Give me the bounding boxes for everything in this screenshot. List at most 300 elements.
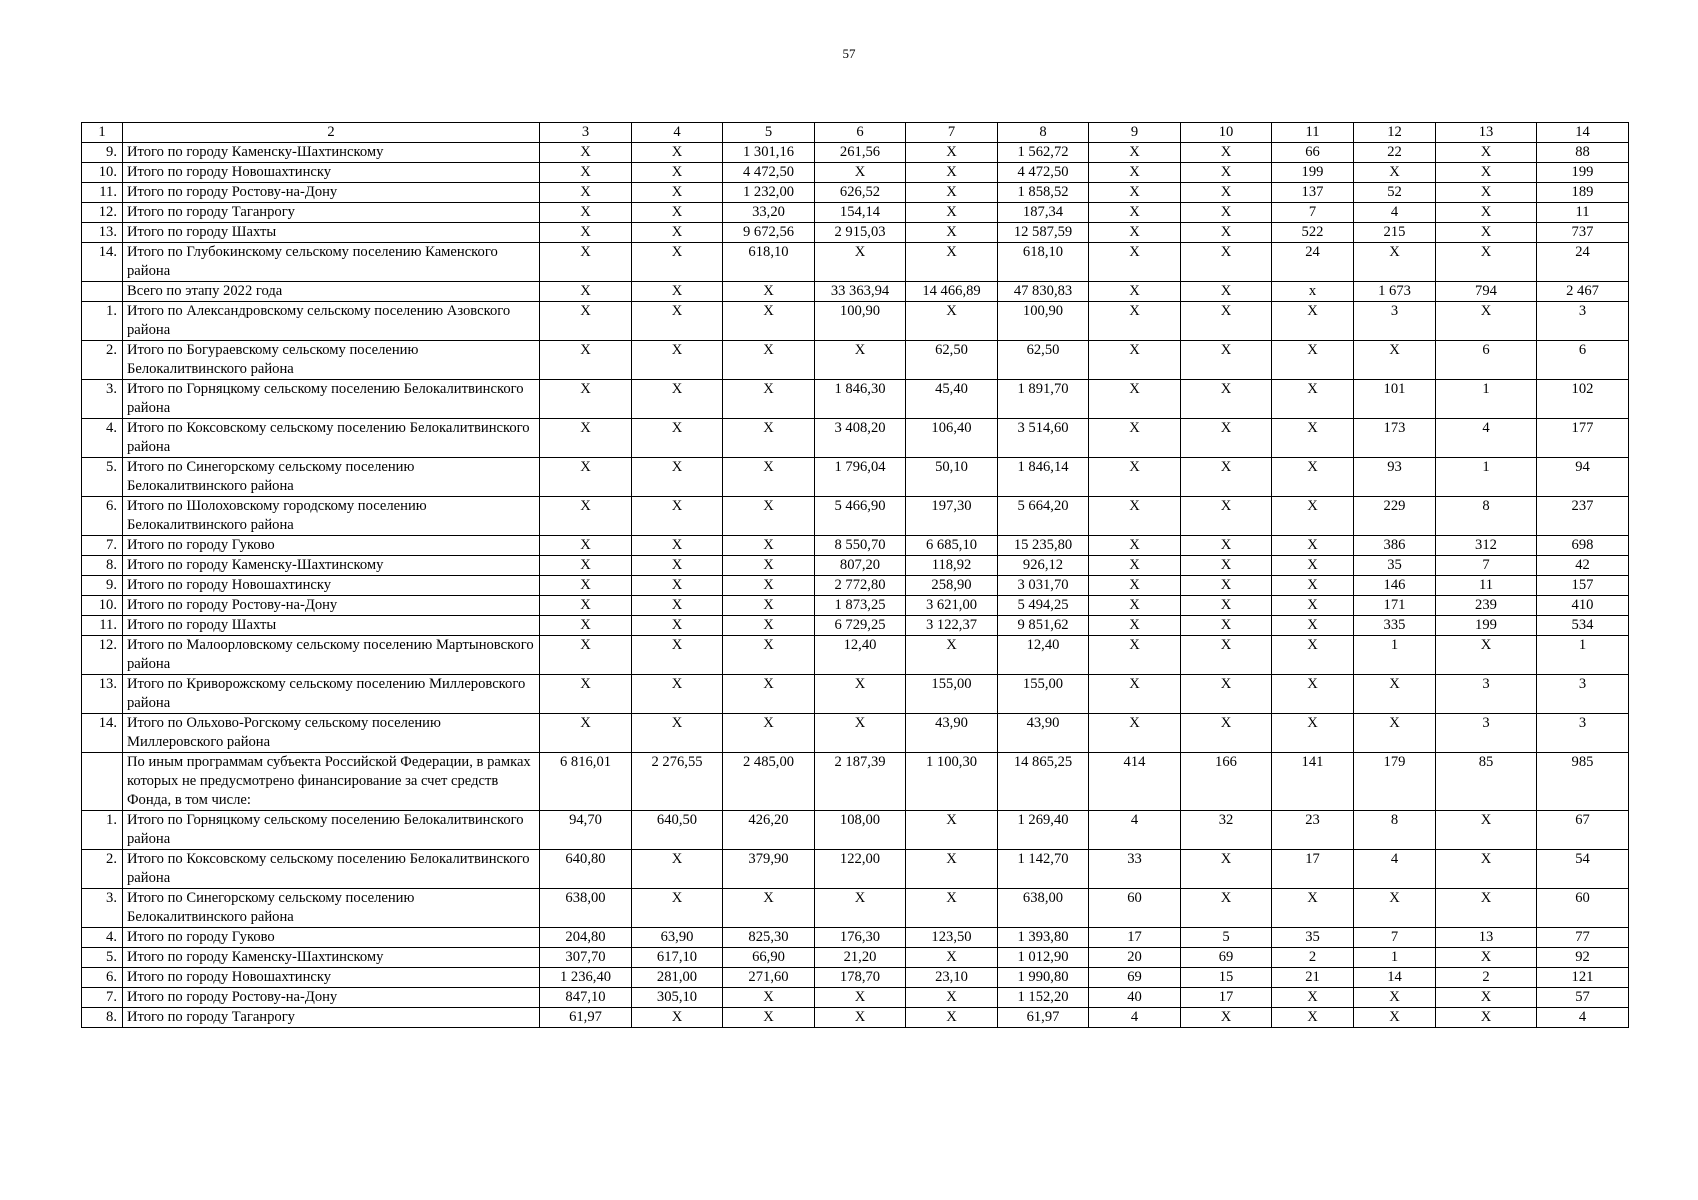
value-cell: 15 235,80 bbox=[998, 536, 1089, 556]
value-cell: X bbox=[815, 889, 906, 928]
column-number-cell: 10 bbox=[1181, 123, 1272, 143]
value-cell: 5 466,90 bbox=[815, 497, 906, 536]
row-number-cell: 8. bbox=[82, 556, 123, 576]
value-cell: X bbox=[1272, 341, 1354, 380]
value-cell: X bbox=[1272, 636, 1354, 675]
value-cell: X bbox=[540, 576, 632, 596]
value-cell: 85 bbox=[1436, 753, 1537, 811]
value-cell: X bbox=[632, 419, 723, 458]
value-cell: X bbox=[815, 243, 906, 282]
row-number-cell: 14. bbox=[82, 714, 123, 753]
value-cell: X bbox=[906, 183, 998, 203]
value-cell: X bbox=[723, 889, 815, 928]
value-cell: X bbox=[906, 203, 998, 223]
value-cell: X bbox=[723, 536, 815, 556]
row-number-cell: 11. bbox=[82, 183, 123, 203]
value-cell: 94,70 bbox=[540, 811, 632, 850]
value-cell: 1 232,00 bbox=[723, 183, 815, 203]
row-number-cell: 5. bbox=[82, 458, 123, 497]
value-cell: X bbox=[1089, 282, 1181, 302]
row-name-cell: Итого по Синегорскому сельскому поселению Белокалитвинского района bbox=[123, 889, 540, 928]
value-cell: 1 100,30 bbox=[906, 753, 998, 811]
value-cell: X bbox=[723, 556, 815, 576]
column-number-cell: 13 bbox=[1436, 123, 1537, 143]
value-cell: X bbox=[1436, 948, 1537, 968]
value-cell: 32 bbox=[1181, 811, 1272, 850]
value-cell: 4 bbox=[1436, 419, 1537, 458]
value-cell: 1 269,40 bbox=[998, 811, 1089, 850]
value-cell: 698 bbox=[1537, 536, 1629, 556]
value-cell: 61,97 bbox=[540, 1008, 632, 1028]
row-name-cell: Итого по Криворожскому сельскому поселению Миллеровского района bbox=[123, 675, 540, 714]
column-number-cell: 6 bbox=[815, 123, 906, 143]
table-row bbox=[82, 576, 1629, 596]
value-cell: X bbox=[723, 419, 815, 458]
row-name-cell: Итого по городу Таганрогу bbox=[123, 1008, 540, 1028]
value-cell: X bbox=[1181, 497, 1272, 536]
value-cell: X bbox=[1181, 889, 1272, 928]
value-cell: X bbox=[723, 282, 815, 302]
value-cell: X bbox=[1272, 497, 1354, 536]
row-name-cell: Итого по Глубокинскому сельскому поселению Каменского района bbox=[123, 243, 540, 282]
row-name-cell: Итого по Богураевскому сельскому поселению Белокалитвинского района bbox=[123, 341, 540, 380]
value-cell: 1 858,52 bbox=[998, 183, 1089, 203]
value-cell: 6 816,01 bbox=[540, 753, 632, 811]
value-cell: X bbox=[1181, 536, 1272, 556]
table-row bbox=[82, 636, 1629, 675]
value-cell: 69 bbox=[1181, 948, 1272, 968]
value-cell: X bbox=[1272, 616, 1354, 636]
row-number-cell: 12. bbox=[82, 636, 123, 675]
value-cell: X bbox=[632, 497, 723, 536]
value-cell: 8 bbox=[1436, 497, 1537, 536]
value-cell: 101 bbox=[1354, 380, 1436, 419]
value-cell: X bbox=[540, 203, 632, 223]
value-cell: X bbox=[723, 576, 815, 596]
value-cell: X bbox=[632, 282, 723, 302]
value-cell: X bbox=[1436, 636, 1537, 675]
table-row bbox=[82, 675, 1629, 714]
column-number-cell: 4 bbox=[632, 123, 723, 143]
value-cell: 1 bbox=[1354, 636, 1436, 675]
column-number-cell: 7 bbox=[906, 123, 998, 143]
value-cell: X bbox=[1089, 203, 1181, 223]
data-table bbox=[81, 122, 1629, 1028]
value-cell: X bbox=[1436, 143, 1537, 163]
value-cell: X bbox=[1354, 163, 1436, 183]
row-name-cell: Итого по Горняцкому сельскому поселению Белокалитвинского района bbox=[123, 811, 540, 850]
value-cell: 12,40 bbox=[998, 636, 1089, 675]
column-number-cell: 14 bbox=[1537, 123, 1629, 143]
value-cell: 522 bbox=[1272, 223, 1354, 243]
row-number-cell: 10. bbox=[82, 596, 123, 616]
value-cell: 24 bbox=[1272, 243, 1354, 282]
value-cell: X bbox=[906, 163, 998, 183]
value-cell: 50,10 bbox=[906, 458, 998, 497]
value-cell: X bbox=[723, 714, 815, 753]
column-number-cell: 9 bbox=[1089, 123, 1181, 143]
value-cell: X bbox=[723, 302, 815, 341]
value-cell: x bbox=[1272, 282, 1354, 302]
value-cell: X bbox=[723, 458, 815, 497]
value-cell: 33,20 bbox=[723, 203, 815, 223]
value-cell: 7 bbox=[1272, 203, 1354, 223]
value-cell: X bbox=[1089, 636, 1181, 675]
row-number-cell: 13. bbox=[82, 675, 123, 714]
value-cell: 88 bbox=[1537, 143, 1629, 163]
value-cell: X bbox=[723, 596, 815, 616]
value-cell: X bbox=[1181, 243, 1272, 282]
value-cell: 12,40 bbox=[815, 636, 906, 675]
value-cell: X bbox=[1436, 163, 1537, 183]
value-cell: X bbox=[1354, 341, 1436, 380]
value-cell: X bbox=[1089, 380, 1181, 419]
table-row bbox=[82, 1008, 1629, 1028]
row-name-cell: Итого по Александровскому сельскому поселению Азовского района bbox=[123, 302, 540, 341]
value-cell: 11 bbox=[1537, 203, 1629, 223]
row-name-cell: Всего по этапу 2022 года bbox=[123, 282, 540, 302]
value-cell: X bbox=[1436, 1008, 1537, 1028]
value-cell: 1 673 bbox=[1354, 282, 1436, 302]
table-row bbox=[82, 302, 1629, 341]
row-number-cell: 11. bbox=[82, 616, 123, 636]
value-cell: 1 846,30 bbox=[815, 380, 906, 419]
value-cell: X bbox=[1089, 616, 1181, 636]
value-cell: 386 bbox=[1354, 536, 1436, 556]
value-cell: X bbox=[1181, 596, 1272, 616]
row-name-cell: Итого по городу Шахты bbox=[123, 616, 540, 636]
column-number-cell: 12 bbox=[1354, 123, 1436, 143]
value-cell: X bbox=[1436, 850, 1537, 889]
value-cell: X bbox=[1272, 1008, 1354, 1028]
value-cell: 173 bbox=[1354, 419, 1436, 458]
value-cell: 6 729,25 bbox=[815, 616, 906, 636]
row-number-cell: 4. bbox=[82, 419, 123, 458]
value-cell: 155,00 bbox=[906, 675, 998, 714]
value-cell: 106,40 bbox=[906, 419, 998, 458]
value-cell: 187,34 bbox=[998, 203, 1089, 223]
value-cell: X bbox=[906, 988, 998, 1008]
value-cell: 42 bbox=[1537, 556, 1629, 576]
value-cell: 1 301,16 bbox=[723, 143, 815, 163]
value-cell: X bbox=[1089, 497, 1181, 536]
row-name-cell: Итого по Коксовскому сельскому поселению Белокалитвинского района bbox=[123, 419, 540, 458]
value-cell: 1 bbox=[1354, 948, 1436, 968]
value-cell: X bbox=[1181, 163, 1272, 183]
table-row bbox=[82, 616, 1629, 636]
table-row bbox=[82, 458, 1629, 497]
value-cell: 258,90 bbox=[906, 576, 998, 596]
value-cell: 176,30 bbox=[815, 928, 906, 948]
value-cell: 47 830,83 bbox=[998, 282, 1089, 302]
value-cell: 6 bbox=[1537, 341, 1629, 380]
value-cell: 737 bbox=[1537, 223, 1629, 243]
value-cell: 63,90 bbox=[632, 928, 723, 948]
value-cell: 215 bbox=[1354, 223, 1436, 243]
value-cell: X bbox=[540, 183, 632, 203]
table-row bbox=[82, 243, 1629, 282]
value-cell: X bbox=[632, 616, 723, 636]
value-cell: 1 891,70 bbox=[998, 380, 1089, 419]
row-name-cell: Итого по Горняцкому сельскому поселению Белокалитвинского района bbox=[123, 380, 540, 419]
value-cell: 4 bbox=[1089, 811, 1181, 850]
value-cell: X bbox=[632, 556, 723, 576]
value-cell: 794 bbox=[1436, 282, 1537, 302]
value-cell: 3 408,20 bbox=[815, 419, 906, 458]
value-cell: 108,00 bbox=[815, 811, 906, 850]
value-cell: X bbox=[540, 616, 632, 636]
value-cell: X bbox=[1181, 556, 1272, 576]
value-cell: X bbox=[1181, 850, 1272, 889]
value-cell: 199 bbox=[1537, 163, 1629, 183]
value-cell: X bbox=[1181, 302, 1272, 341]
value-cell: X bbox=[540, 536, 632, 556]
row-number-cell: 13. bbox=[82, 223, 123, 243]
value-cell: 1 bbox=[1436, 458, 1537, 497]
value-cell: 204,80 bbox=[540, 928, 632, 948]
value-cell: 2 772,80 bbox=[815, 576, 906, 596]
table-row bbox=[82, 341, 1629, 380]
value-cell: 3 621,00 bbox=[906, 596, 998, 616]
value-cell: X bbox=[540, 341, 632, 380]
value-cell: X bbox=[1354, 889, 1436, 928]
value-cell: 157 bbox=[1537, 576, 1629, 596]
value-cell: 123,50 bbox=[906, 928, 998, 948]
value-cell: X bbox=[1181, 636, 1272, 675]
column-number-cell: 2 bbox=[123, 123, 540, 143]
value-cell: 9 672,56 bbox=[723, 223, 815, 243]
value-cell: X bbox=[1089, 536, 1181, 556]
row-name-cell: Итого по Синегорскому сельскому поселению Белокалитвинского района bbox=[123, 458, 540, 497]
value-cell: 410 bbox=[1537, 596, 1629, 616]
value-cell: X bbox=[1181, 616, 1272, 636]
value-cell: X bbox=[1436, 811, 1537, 850]
value-cell: 1 236,40 bbox=[540, 968, 632, 988]
value-cell: 271,60 bbox=[723, 968, 815, 988]
value-cell: 13 bbox=[1436, 928, 1537, 948]
value-cell: X bbox=[1181, 143, 1272, 163]
value-cell: 60 bbox=[1089, 889, 1181, 928]
value-cell: X bbox=[815, 988, 906, 1008]
value-cell: X bbox=[1089, 556, 1181, 576]
value-cell: 807,20 bbox=[815, 556, 906, 576]
value-cell: X bbox=[632, 850, 723, 889]
value-cell: 6 bbox=[1436, 341, 1537, 380]
value-cell: 6 685,10 bbox=[906, 536, 998, 556]
value-cell: 66 bbox=[1272, 143, 1354, 163]
value-cell: X bbox=[723, 380, 815, 419]
value-cell: 17 bbox=[1089, 928, 1181, 948]
value-cell: X bbox=[723, 988, 815, 1008]
table-row bbox=[82, 419, 1629, 458]
value-cell: X bbox=[1181, 341, 1272, 380]
value-cell: X bbox=[1089, 163, 1181, 183]
value-cell: X bbox=[1272, 576, 1354, 596]
value-cell: X bbox=[540, 556, 632, 576]
value-cell: X bbox=[1436, 183, 1537, 203]
column-number-cell: 5 bbox=[723, 123, 815, 143]
value-cell: X bbox=[723, 675, 815, 714]
value-cell: 179 bbox=[1354, 753, 1436, 811]
value-cell: X bbox=[906, 811, 998, 850]
value-cell: X bbox=[1354, 714, 1436, 753]
value-cell: X bbox=[540, 243, 632, 282]
row-number-cell bbox=[82, 282, 123, 302]
value-cell: 62,50 bbox=[998, 341, 1089, 380]
table-row bbox=[82, 596, 1629, 616]
table-row bbox=[82, 753, 1629, 811]
value-cell: X bbox=[1272, 302, 1354, 341]
value-cell: 3 bbox=[1354, 302, 1436, 341]
value-cell: 14 865,25 bbox=[998, 753, 1089, 811]
value-cell: X bbox=[1089, 675, 1181, 714]
value-cell: 261,56 bbox=[815, 143, 906, 163]
row-name-cell: Итого по городу Гуково bbox=[123, 928, 540, 948]
value-cell: 166 bbox=[1181, 753, 1272, 811]
value-cell: X bbox=[540, 302, 632, 341]
value-cell: X bbox=[906, 302, 998, 341]
value-cell: 100,90 bbox=[998, 302, 1089, 341]
value-cell: X bbox=[815, 714, 906, 753]
value-cell: X bbox=[540, 636, 632, 675]
value-cell: 3 514,60 bbox=[998, 419, 1089, 458]
value-cell: 102 bbox=[1537, 380, 1629, 419]
value-cell: 239 bbox=[1436, 596, 1537, 616]
value-cell: 2 485,00 bbox=[723, 753, 815, 811]
value-cell: X bbox=[906, 143, 998, 163]
table-row bbox=[82, 988, 1629, 1008]
row-number-cell: 6. bbox=[82, 497, 123, 536]
value-cell: 52 bbox=[1354, 183, 1436, 203]
value-cell: X bbox=[1272, 596, 1354, 616]
value-cell: X bbox=[1089, 243, 1181, 282]
value-cell: 1 562,72 bbox=[998, 143, 1089, 163]
row-number-cell: 9. bbox=[82, 143, 123, 163]
value-cell: 985 bbox=[1537, 753, 1629, 811]
value-cell: X bbox=[540, 380, 632, 419]
page-number: 57 bbox=[842, 46, 856, 61]
row-name-cell: По иным программам субъекта Российской Федерации, в рамках которых не предусмотрено финансирование за счет средств Фонда, в том числе: bbox=[123, 753, 540, 811]
table-row bbox=[82, 811, 1629, 850]
value-cell: X bbox=[1354, 675, 1436, 714]
value-cell: 23,10 bbox=[906, 968, 998, 988]
value-cell: 24 bbox=[1537, 243, 1629, 282]
value-cell: 926,12 bbox=[998, 556, 1089, 576]
row-number-cell: 5. bbox=[82, 948, 123, 968]
value-cell: 640,80 bbox=[540, 850, 632, 889]
value-cell: X bbox=[1272, 714, 1354, 753]
value-cell: X bbox=[1354, 1008, 1436, 1028]
row-number-cell: 7. bbox=[82, 536, 123, 556]
value-cell: 171 bbox=[1354, 596, 1436, 616]
value-cell: 189 bbox=[1537, 183, 1629, 203]
row-number-cell: 1. bbox=[82, 302, 123, 341]
value-cell: X bbox=[815, 675, 906, 714]
value-cell: 237 bbox=[1537, 497, 1629, 536]
value-cell: X bbox=[540, 143, 632, 163]
value-cell: 199 bbox=[1272, 163, 1354, 183]
value-cell: 35 bbox=[1354, 556, 1436, 576]
value-cell: X bbox=[906, 889, 998, 928]
value-cell: 23 bbox=[1272, 811, 1354, 850]
value-cell: 426,20 bbox=[723, 811, 815, 850]
value-cell: 2 915,03 bbox=[815, 223, 906, 243]
value-cell: 229 bbox=[1354, 497, 1436, 536]
row-name-cell: Итого по городу Гуково bbox=[123, 536, 540, 556]
value-cell: X bbox=[1354, 988, 1436, 1008]
value-cell: 1 796,04 bbox=[815, 458, 906, 497]
row-name-cell: Итого по городу Ростову-на-Дону bbox=[123, 596, 540, 616]
value-cell: 43,90 bbox=[998, 714, 1089, 753]
value-cell: X bbox=[723, 616, 815, 636]
value-cell: 2 187,39 bbox=[815, 753, 906, 811]
value-cell: 3 122,37 bbox=[906, 616, 998, 636]
table-header-row bbox=[82, 123, 1629, 143]
value-cell: 4 bbox=[1089, 1008, 1181, 1028]
table-row bbox=[82, 203, 1629, 223]
table-row bbox=[82, 928, 1629, 948]
value-cell: 178,70 bbox=[815, 968, 906, 988]
value-cell: X bbox=[1089, 458, 1181, 497]
value-cell: X bbox=[632, 576, 723, 596]
value-cell: X bbox=[723, 497, 815, 536]
value-cell: X bbox=[1272, 536, 1354, 556]
value-cell: 45,40 bbox=[906, 380, 998, 419]
value-cell: 21,20 bbox=[815, 948, 906, 968]
value-cell: X bbox=[540, 223, 632, 243]
value-cell: 2 bbox=[1436, 968, 1537, 988]
value-cell: X bbox=[540, 419, 632, 458]
value-cell: 21 bbox=[1272, 968, 1354, 988]
row-name-cell: Итого по городу Ростову-на-Дону bbox=[123, 988, 540, 1008]
value-cell: X bbox=[632, 675, 723, 714]
row-name-cell: Итого по городу Шахты bbox=[123, 223, 540, 243]
value-cell: 307,70 bbox=[540, 948, 632, 968]
value-cell: X bbox=[632, 596, 723, 616]
value-cell: X bbox=[1089, 419, 1181, 458]
value-cell: 4 472,50 bbox=[998, 163, 1089, 183]
value-cell: 69 bbox=[1089, 968, 1181, 988]
value-cell: 33 bbox=[1089, 850, 1181, 889]
value-cell: X bbox=[1436, 988, 1537, 1008]
value-cell: X bbox=[1272, 556, 1354, 576]
value-cell: 11 bbox=[1436, 576, 1537, 596]
value-cell: X bbox=[540, 163, 632, 183]
table-row bbox=[82, 183, 1629, 203]
value-cell: 379,90 bbox=[723, 850, 815, 889]
value-cell: 8 bbox=[1354, 811, 1436, 850]
value-cell: X bbox=[632, 380, 723, 419]
value-cell: 3 bbox=[1537, 714, 1629, 753]
value-cell: X bbox=[632, 536, 723, 556]
value-cell: 14 466,89 bbox=[906, 282, 998, 302]
value-cell: X bbox=[1181, 183, 1272, 203]
row-number-cell: 6. bbox=[82, 968, 123, 988]
row-name-cell: Итого по Ольхово-Рогскому сельскому поселению Миллеровского района bbox=[123, 714, 540, 753]
value-cell: X bbox=[540, 282, 632, 302]
row-number-cell: 2. bbox=[82, 341, 123, 380]
value-cell: 7 bbox=[1354, 928, 1436, 948]
value-cell: 9 851,62 bbox=[998, 616, 1089, 636]
row-name-cell: Итого по Малоорловскому сельскому поселению Мартыновского района bbox=[123, 636, 540, 675]
table-row bbox=[82, 536, 1629, 556]
table-row bbox=[82, 889, 1629, 928]
value-cell: X bbox=[540, 497, 632, 536]
column-number-cell: 11 bbox=[1272, 123, 1354, 143]
value-cell: 534 bbox=[1537, 616, 1629, 636]
value-cell: 177 bbox=[1537, 419, 1629, 458]
value-cell: X bbox=[815, 1008, 906, 1028]
